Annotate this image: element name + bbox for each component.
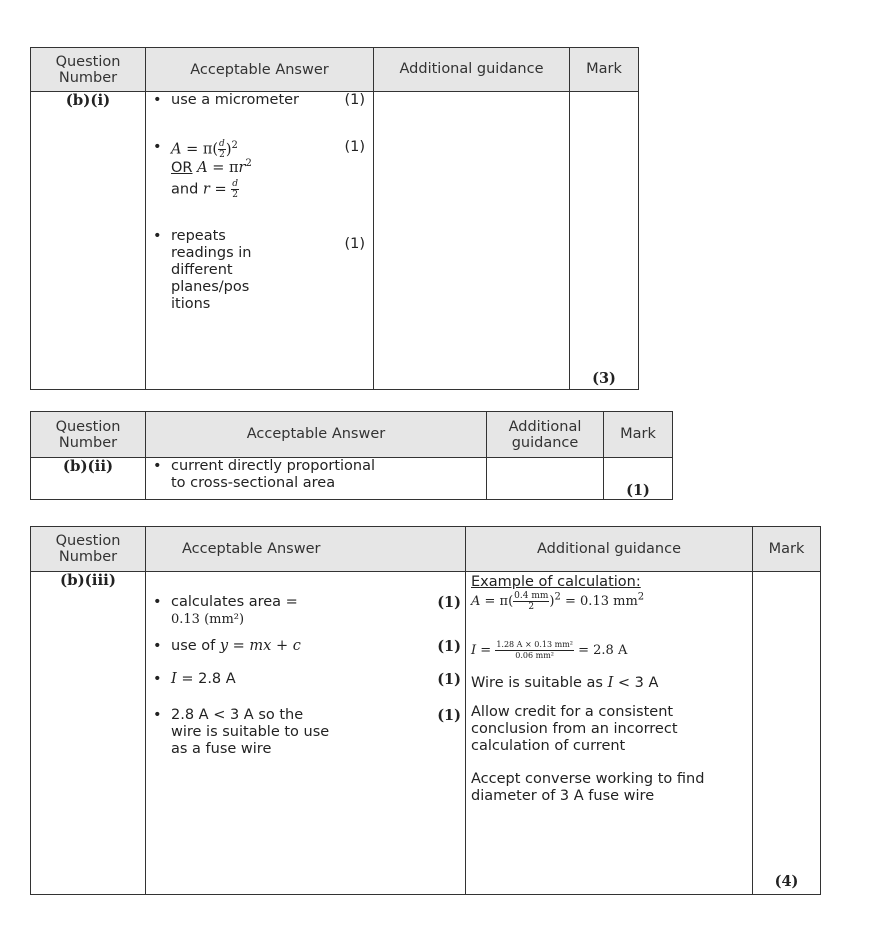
area-calculation: A = π( $\frac{0.4 mm}{2}$ )$^2$ = 0.13 $mm^2$ [471,591,645,612]
mark-scheme-table-b-iii [30,526,821,895]
area-result: = 0.13 mm [565,594,638,609]
suitable-statement: Wire is suitable as I < 3 A [471,675,659,691]
answer-score: (1) [344,236,365,252]
header-row [31,48,639,92]
bullet-icon: • [153,707,162,723]
header-acceptable-answer: Acceptable Answer [146,527,466,572]
header-question-number: Question Number [31,48,146,92]
header-mark: Mark [753,527,821,572]
answer-item [151,139,365,200]
answer-item [151,671,461,688]
current-frac-denominator: 0.06 mm² [515,651,555,660]
answer-formula: I [171,671,177,687]
bullet-icon: • [153,671,162,687]
answer-text: current directly proportional to cross-sectional area [171,458,376,491]
mark-value: (1) [626,482,650,499]
answer-row [31,458,673,500]
mark-value: (4) [774,873,799,890]
current-frac-numerator: 1.28 A × 0.13 mm² [496,640,573,649]
answer-score: (1) [437,671,461,688]
answer-item [151,228,365,313]
answer-text: = 2.8 A [176,671,236,687]
additional-guidance-cell [374,92,570,390]
answer-item [151,594,461,628]
answer-item [151,638,461,655]
mark-cell [570,92,639,390]
answer-score: (1) [437,594,461,611]
mark-scheme-table-b-ii [30,411,673,500]
formula-radius: and r = $\frac{d}{2}$ [171,179,238,200]
mark-cell [753,572,821,895]
question-number: (b)(i) [31,92,146,390]
or-label: OR [171,160,193,176]
answer-row [31,92,639,390]
answer-item [151,707,461,758]
acceptable-answer-cell [146,572,466,895]
answer-text: use of [171,638,216,654]
area-frac-denominator: 2 [528,602,535,612]
header-row [31,412,673,458]
and-label: and [171,181,199,198]
answer-formula: y = mx + c [219,638,301,654]
answer-text: 2.8 A < 3 A so the wire is suitable to use as a fuse wire [171,707,330,757]
mark-cell [604,458,673,500]
example-heading: Example of calculation: [471,574,641,590]
acceptable-answer-cell [146,458,487,500]
answer-text: use a micrometer [171,92,300,108]
answer-score: (1) [437,707,461,724]
header-row [31,527,821,572]
question-number: (b)(ii) [31,458,146,500]
answer-score: (1) [437,638,461,655]
bullet-icon: • [153,458,162,474]
question-number: (b)(iii) [31,572,146,895]
answer-item [151,92,365,109]
header-question-number: Question Number [31,412,146,458]
current-calculation: I = $\frac{\text{1.28 A × 0.13 mm²}}{\text{0.06 mm²}}$ = 2.8 A [471,640,628,660]
answer-text: calculates area = [171,594,298,610]
header-additional-guidance: Additional guidance [487,412,604,458]
answer-item [151,458,481,492]
header-mark: Mark [604,412,673,458]
header-question-number: Question Number [31,527,146,572]
allow-credit-note: Allow credit for a consistent conclusion from an incorrect calculation of current [471,704,678,754]
mark-value: (3) [592,370,616,387]
answer-score: (1) [344,92,365,108]
answer-text: repeats readings in different planes/pos itions [171,228,252,312]
answer-score: (1) [344,139,365,155]
answer-row [31,572,821,895]
additional-guidance-cell [466,572,753,895]
area-frac-numerator: 0.4 mm [514,591,549,601]
additional-guidance-cell [487,458,604,500]
header-additional-guidance: Additional guidance [466,527,753,572]
answer-value: 0.13 (mm²) [171,612,245,627]
header-mark: Mark [570,48,639,92]
acceptable-answer-cell [146,92,374,390]
bullet-icon: • [153,228,162,244]
bullet-icon: • [153,638,162,654]
header-acceptable-answer: Acceptable Answer [146,412,487,458]
header-acceptable-answer: Acceptable Answer [146,48,374,92]
formula-area: A = π( $\frac{d}{2}$ )$^2$ [171,139,238,160]
accept-converse-note: Accept converse working to find diameter of 3 A fuse wire [471,771,705,804]
bullet-icon: • [153,594,162,610]
formula-area-alt: OR $A = \pi r^2$ [171,158,252,176]
bullet-icon: • [153,139,162,155]
mark-scheme-table-b-i [30,47,639,390]
current-result: = 2.8 A [578,643,628,658]
bullet-icon: • [153,92,162,108]
header-additional-guidance: Additional guidance [374,48,570,92]
